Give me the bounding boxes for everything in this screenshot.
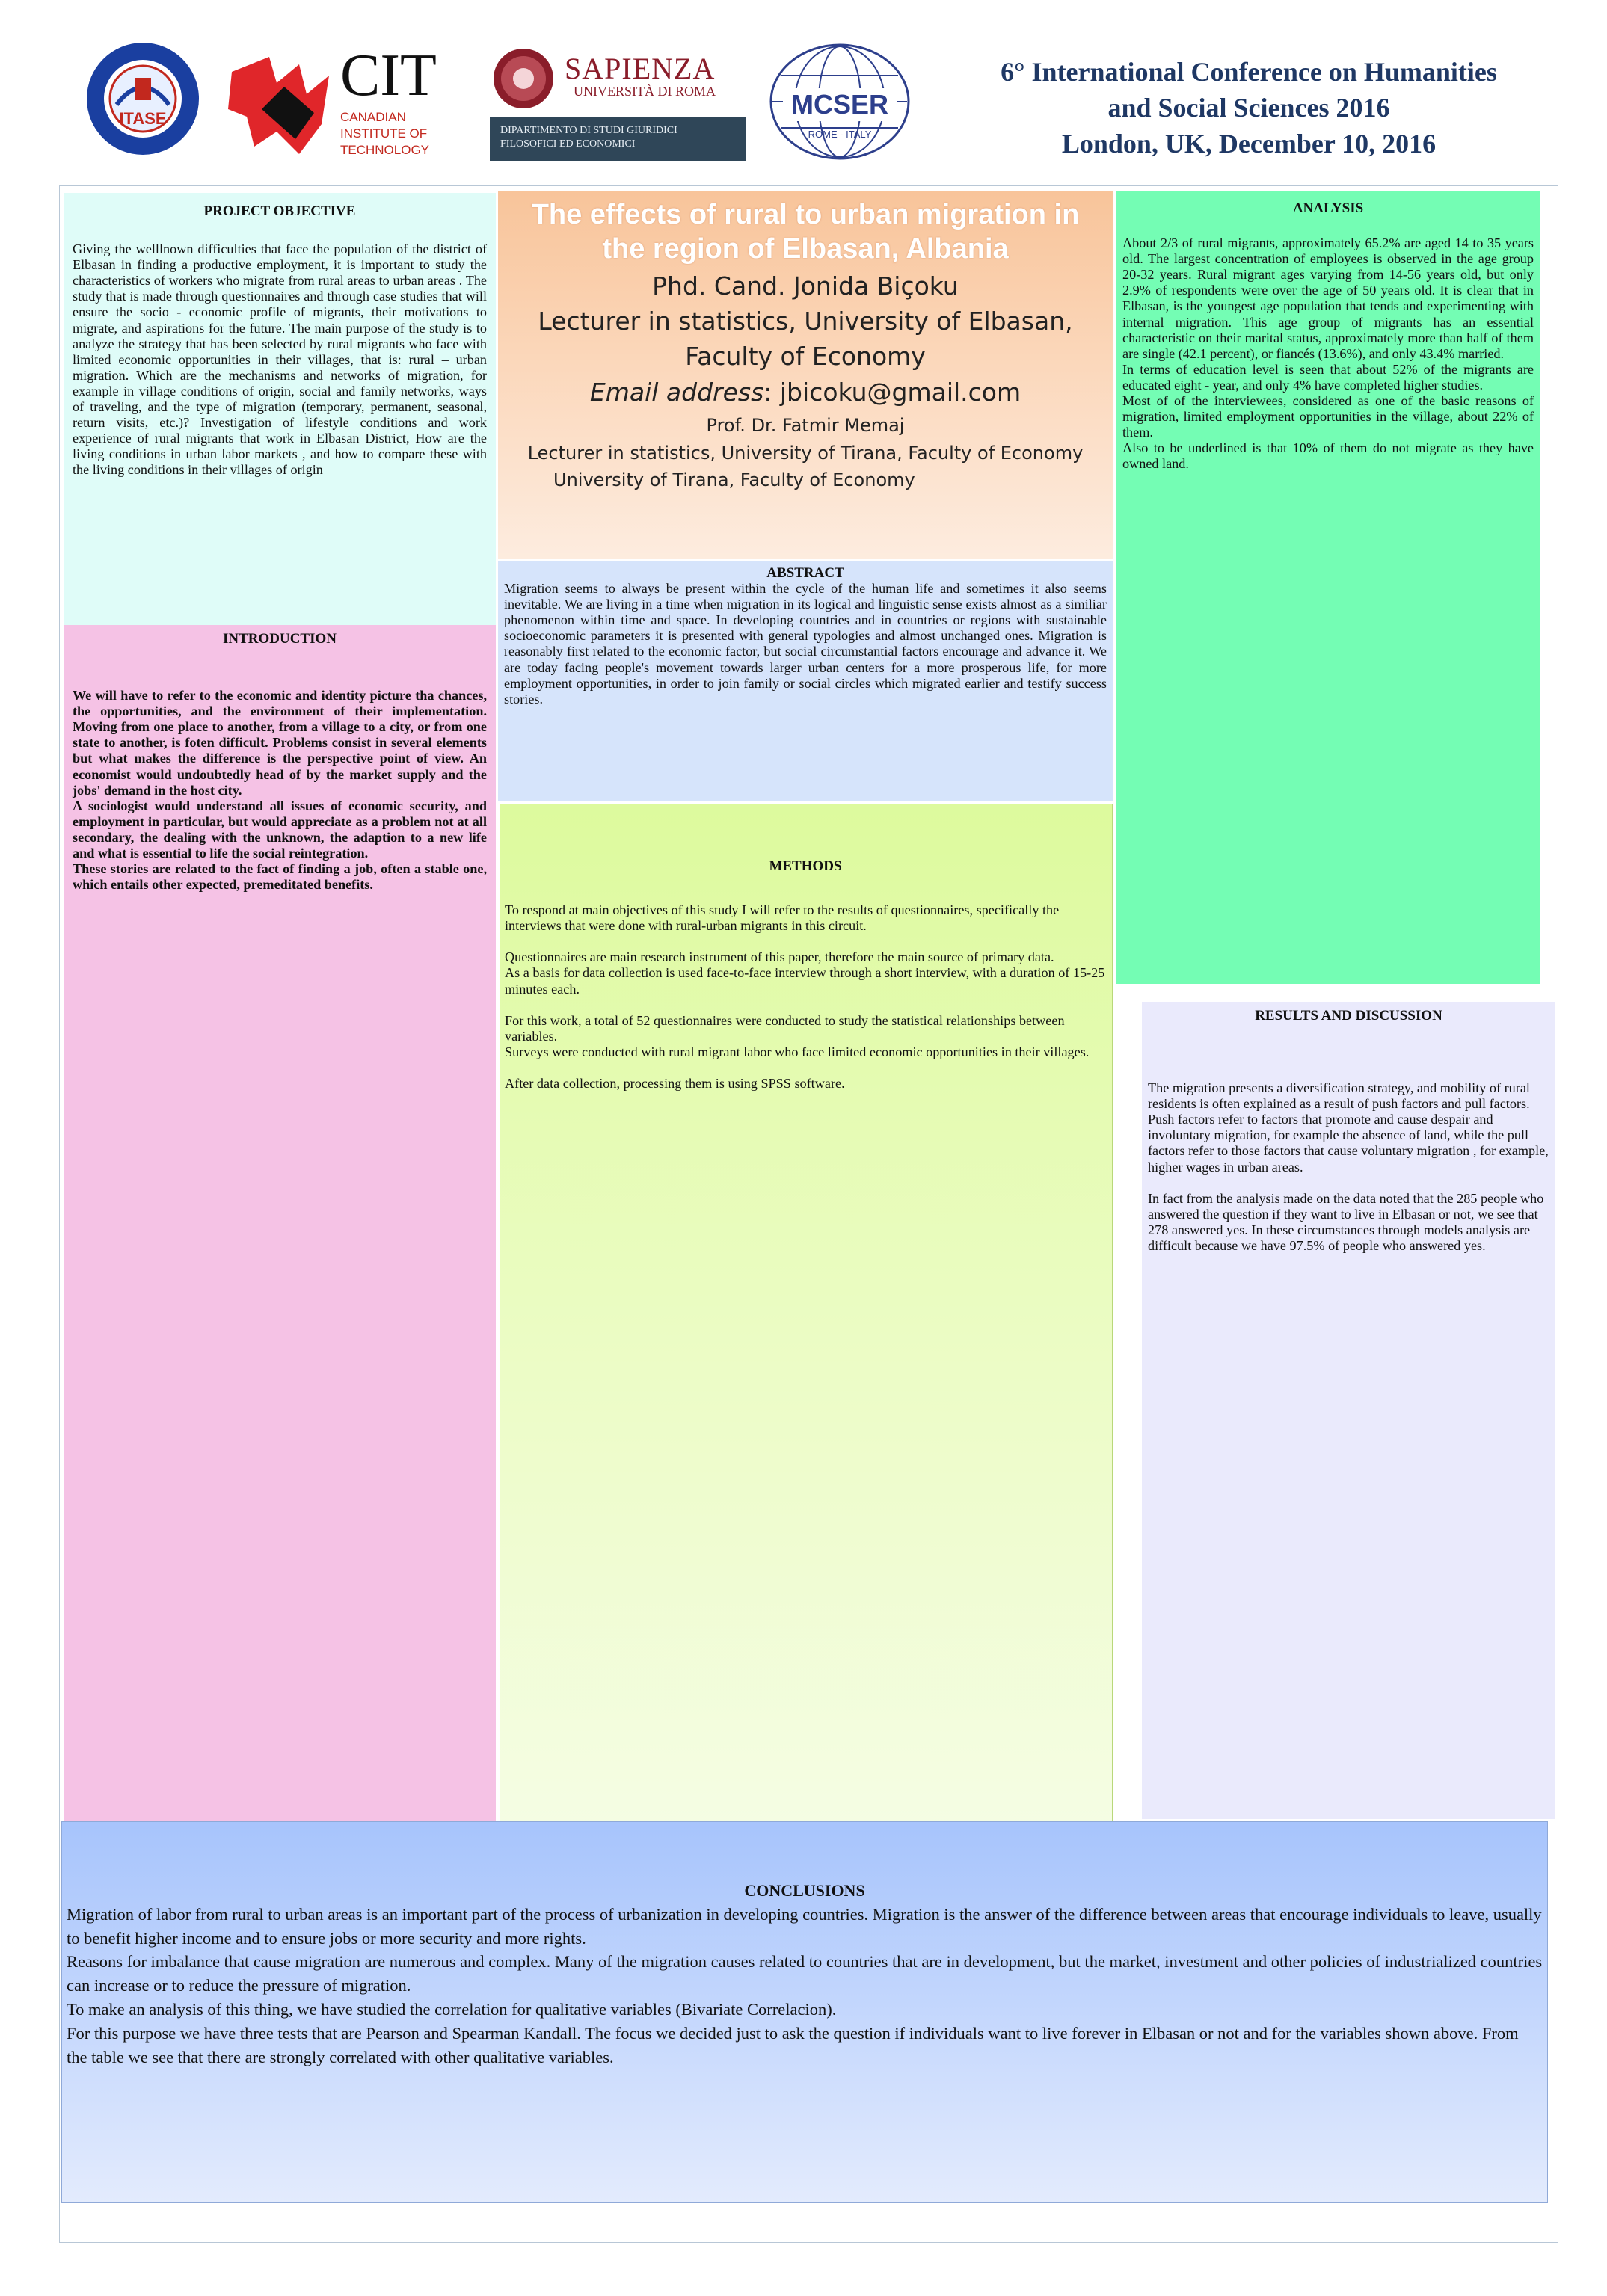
sapienza-logo-subtitle: UNIVERSITÀ DI ROMA: [574, 84, 716, 99]
mcser-logo: [766, 42, 913, 161]
analysis-panel: [1116, 191, 1540, 984]
conclusions-text: Migration of labor from rural to urban areas is an important part of the process of urbanization in developing countries. Migration is the answer of the difference between areas that encourage individuals to leave, usually to benefit higher income and to ensure jobs or more security and more rights. Reasons for imbalance that cause migration are numerous and complex. Many of the migration causes related to countries that are in development, but the market, investment and other policies of industrialized countries can increase or to reduce the pressure of migration. To make an analysis of this thing, we have studied the correlation for qualitative variables (Bivariate Correlacion). For this purpose we have three tests that are Pearson and Spearman Kandall. The focus we decided just to ask the question if individuals want to live forever in Elbasan or not and for the variables shown above. From the table we see that there are strongly correlated with other qualitative variables.: [67, 1904, 1543, 2066]
introduction-paragraph-3: These stories are related to the fact of finding a job, often a stable one, which entails other expected, premeditated benefits.: [73, 861, 487, 893]
methods-heading: METHODS: [769, 858, 842, 874]
conference-info: [927, 54, 1570, 161]
objective-panel: [64, 193, 496, 625]
abstract-heading: ABSTRACT: [766, 565, 844, 581]
itase-logo-text: ITASE: [119, 109, 167, 128]
cit-logo-text: CIT: [340, 43, 437, 108]
coauthor-affiliation: Lecturer in statistics, University of Tirana, Faculty of Economy: [527, 443, 1084, 464]
analysis-paragraph-2: In terms of education level is seen that about 52% of the migrants are educated eight - year, and only 4% have completed higher studies.: [1122, 361, 1534, 393]
introduction-paragraph-2: A sociologist would understand all issues of economic security, and employment in particular, but would appreciate as a problem not at all secondary, the dealing with the unknown, the adaption to a new life and what is essential to life the social reintegration.: [73, 798, 487, 861]
methods-text: To respond at main objectives of this study I will refer to the results of questionnaires, specifically the interviews that were done with rural-urban migrants in this circuit. Questionnaires are main research instrument of this paper, therefore the main source of primary data. As a basis for data collection is used face-to-face interview through a short interview, with a duration of 15-25 minutes each. For this work, a total of 52 questionnaires were conducted to study the statistical relationships between variables. Surveys were conducted with rural migrant labor who face limited economic opportunities in their villages. After data collection, processing them is using SPSS software.: [505, 902, 1105, 1092]
abstract-text: Migration seems to always be present within the cycle of the human life and sometimes it also seems inevitable. We are living in a time when migration in its logical and linguistic sense exists almost as a similiar phenomenon within time and space. In developing countries and in countries or regions with sustainable socioeconomic parameters it is presented with general typologies and almost unchanged ones. Migration is reasonably first related to the economic factor, but social circumstantial factors encourage and advance it. We are today facing people's movement towards larger urban centers for a more prosperous life, for more employment opportunities, in order to join family or social circles which migrated earlier and testify success stories.: [504, 581, 1107, 707]
mcser-logo-subtitle: ROME - ITALY: [808, 129, 872, 140]
objective-text: Giving the welllnown difficulties that face the population of the district of Elbasan in finding a productive employment, it is important to study the characteristics of workers who migrate from rural areas to urban areas . The study that is made through questionnaires and through case studies that will ensure the socio - economic profile of migrants, their motivations to migrate, and aspirations for the future. The main purpose of the study is to analyze the strategy that has been selected by rural migrants who face with limited economic opportunities in their villages, that is: rural – urban migration. Which are the mechanisms and networks of migration, for example in village conditions of origin, social and family networks, ways of traveling, and the type of migration (temporary, permanent, seasonal, return visits, etc.)? Investigation of lifestyle conditions and work experience of rural migrants that work in Elbasan District, How are the living conditions in urban labor markets , and how to compare these with the living conditions in their villages of origin: [73, 241, 487, 478]
sapienza-department: DIPARTIMENTO DI STUDI GIURIDICI FILOSOFICI ED ECONOMICI: [490, 117, 746, 161]
analysis-paragraph-4: Also to be underlined is that 10% of them do not migrate as they have owned land.: [1122, 440, 1534, 472]
sapienza-seal-icon: [490, 45, 557, 112]
results-panel: [1142, 1002, 1555, 1819]
sapienza-logo: [490, 45, 746, 161]
coauthor-name: Prof. Dr. Fatmir Memaj: [706, 415, 905, 436]
itase-logo: [72, 40, 214, 157]
abstract-panel: [498, 561, 1113, 801]
cit-logo: [224, 42, 475, 161]
analysis-paragraph-3: Most of of the interviewees, considered as one of the basic reasons of migration, limited employment opportunities in the village, about 22% of them.: [1122, 393, 1534, 440]
poster-title: The effects of rural to urban migration in the region of Elbasan, Albania: [531, 199, 1080, 265]
introduction-heading: INTRODUCTION: [222, 631, 337, 647]
coauthor-affiliation-2: University of Tirana, Faculty of Economy: [553, 470, 915, 490]
conclusions-heading: CONCLUSIONS: [744, 1881, 865, 1900]
author-affiliation: Lecturer in statistics, University of Elbasan, Faculty of Economy: [538, 307, 1073, 371]
introduction-panel: [64, 625, 496, 1832]
email-line: [508, 374, 1102, 411]
objective-heading: PROJECT OBJECTIVE: [203, 203, 356, 219]
author-name: Phd. Cand. Jonida Biçoku: [652, 271, 959, 301]
mcser-logo-text: MCSER: [790, 89, 889, 120]
cit-logo-subtitle: CANADIAN INSTITUTE OF TECHNOLOGY: [340, 110, 430, 157]
email-address[interactable]: : jbicoku@gmail.com: [763, 378, 1021, 407]
sapienza-logo-text: SAPIENZA: [565, 52, 716, 85]
email-label: Email address: [589, 378, 764, 407]
methods-panel: [500, 804, 1113, 1834]
analysis-paragraph-1: About 2/3 of rural migrants, approximately 65.2% are aged 14 to 35 years old. The largest concentration of employees is observed in the age group 20-32 years. Rural migrant ages varying from 14-56 years old, but only 2.9% of respondents were over the age of 50 years old. It is clear that in Elbasan, is the youngest age population that tends and experimenting with internal migration. This age group of migrants has an essential characteristic on their marital status, approximately more than half of them are single (42.1 percent), or fiancés (13.6%), and only 43.4% married.: [1122, 236, 1534, 361]
conference-line-3: London, UK, December 10, 2016: [1061, 129, 1437, 158]
conclusions-panel: [61, 1821, 1548, 2203]
conference-line-2: and Social Sciences 2016: [1107, 93, 1390, 123]
analysis-heading: ANALYSIS: [1292, 200, 1364, 216]
results-heading: RESULTS AND DISCUSSION: [1255, 1008, 1442, 1024]
introduction-paragraph-1: We will have to refer to the economic and identity picture tha chances, the opportunities, and the environment of their implementation. Moving from one place to another, from a village to a city, or from one state to another, is foten difficult. Problems consist in several elements but what makes the difference is the perspective point of view. An economist would undoubtedly head of by the market supply and the jobs' demand in the host city.: [73, 688, 487, 798]
results-text: The migration presents a diversification strategy, and mobility of rural residents is often explained as a result of push factors and pull factors. Push factors refer to factors that promote and cause despair and involuntary migration, for example the absence of land, while the pull factors refer to those factors that cause voluntary migration , for example, higher wages in urban areas. In fact from the analysis made on the data noted that the 285 people who answered the question if they want to live in Elbasan or not, we see that 278 answered yes. In these circumstances through models analysis are difficult because we have 97.5% of people who answered yes.: [1148, 1080, 1549, 1254]
title-panel: [498, 191, 1113, 559]
conference-line-1: 6° International Conference on Humanities: [1001, 57, 1497, 87]
